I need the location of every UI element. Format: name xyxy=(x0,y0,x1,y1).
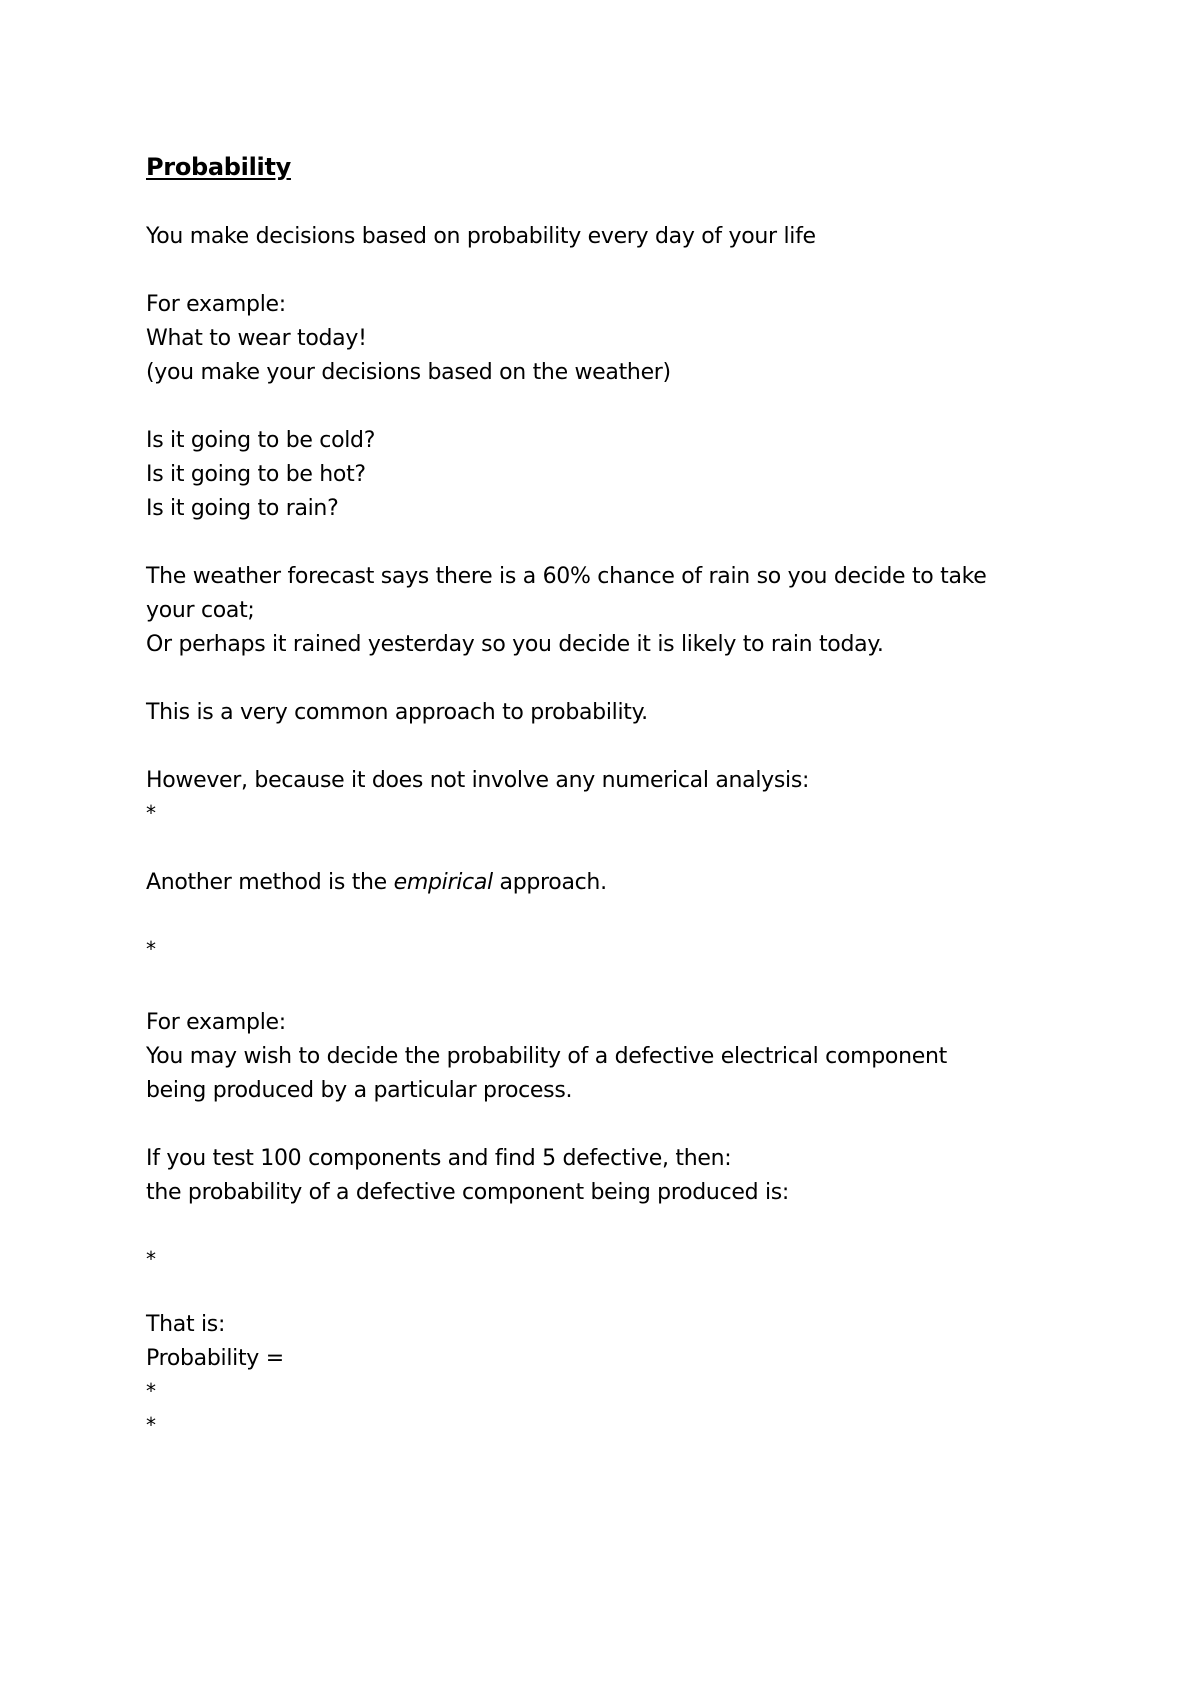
paragraph-line: However, because it does not involve any numerical analysis: xyxy=(146,768,810,793)
example-label: For example: xyxy=(146,292,286,317)
question-line: Is it going to rain? xyxy=(146,496,339,521)
empirical-emphasis: empirical xyxy=(393,870,493,895)
bullet-marker: * xyxy=(146,1413,156,1437)
empirical-text-before: Another method is the xyxy=(146,870,394,895)
example-label: For example: xyxy=(146,1010,286,1035)
bullet-marker: * xyxy=(146,1247,156,1271)
empirical-line xyxy=(146,866,607,900)
paragraph-line: Probability = xyxy=(146,1346,284,1371)
question-line: Is it going to be hot? xyxy=(146,462,366,487)
paragraph-line: your coat; xyxy=(146,598,255,623)
paragraph-line: the probability of a defective component being produced is: xyxy=(146,1180,790,1205)
paragraph-line: If you test 100 components and find 5 defective, then: xyxy=(146,1146,732,1171)
paragraph-line: That is: xyxy=(146,1312,226,1337)
example-line: What to wear today! xyxy=(146,326,367,351)
page-title: Probability xyxy=(146,153,291,181)
bullet-marker: * xyxy=(146,801,156,825)
paragraph-line: Or perhaps it rained yesterday so you decide it is likely to rain today. xyxy=(146,632,884,657)
question-line: Is it going to be cold? xyxy=(146,428,376,453)
empirical-text-after: approach. xyxy=(492,870,607,895)
example-line: (you make your decisions based on the weather) xyxy=(146,360,671,385)
bullet-marker: * xyxy=(146,937,156,961)
intro-text: You make decisions based on probability every day of your life xyxy=(146,224,816,249)
paragraph-line: This is a very common approach to probability. xyxy=(146,700,648,725)
paragraph-line: You may wish to decide the probability of a defective electrical component xyxy=(146,1044,947,1069)
paragraph-line: being produced by a particular process. xyxy=(146,1078,573,1103)
paragraph-line: The weather forecast says there is a 60% chance of rain so you decide to take xyxy=(146,564,987,589)
bullet-marker: * xyxy=(146,1379,156,1403)
